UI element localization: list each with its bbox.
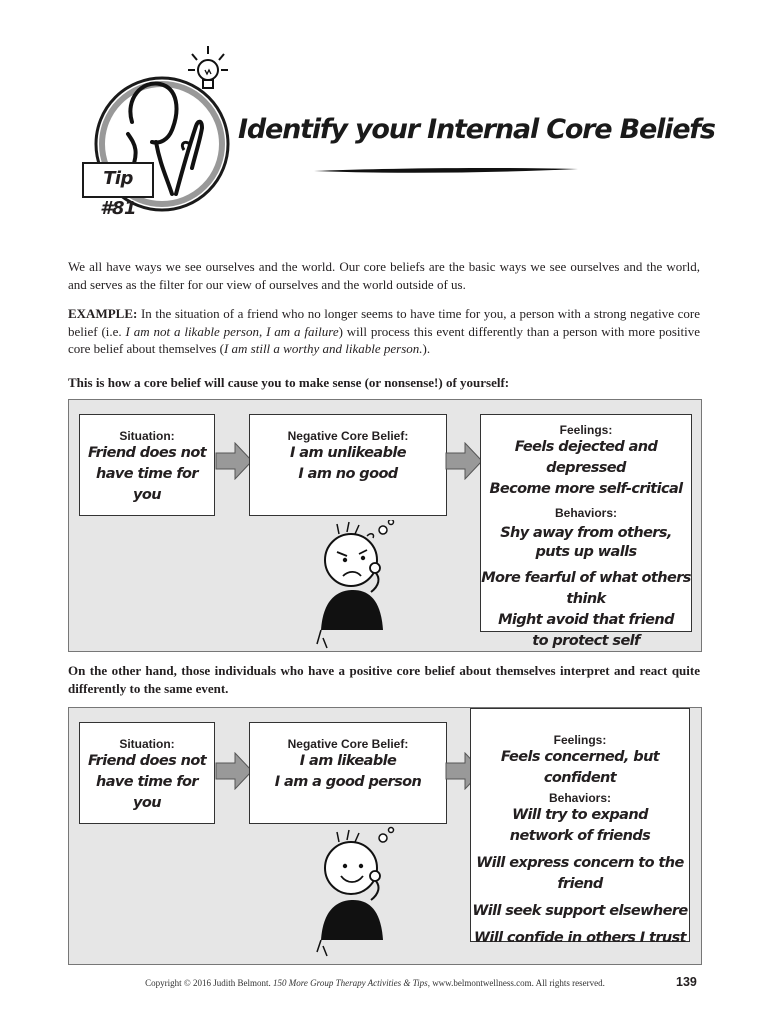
situation-box <box>79 414 215 516</box>
behaviors-line: to protect self <box>532 633 640 649</box>
copyright-footer <box>60 978 690 988</box>
footer-text: , www.belmontwellness.com. All rights reserved. <box>427 978 605 988</box>
example-italic: I am still a worthy and likable person. <box>223 341 423 356</box>
feelings-label: Feelings: <box>553 733 607 747</box>
positive-belief-panel <box>68 707 702 965</box>
example-text: ) will process this event differently than a person with more positive core belief about themselves ( <box>68 323 701 356</box>
arrow-icon <box>215 752 253 790</box>
example-italic: I am a failure <box>266 323 339 339</box>
title-underline <box>312 164 580 176</box>
core-belief-label: Negative Core Belief: <box>287 737 409 751</box>
situation-label: Situation: <box>119 737 175 751</box>
behaviors-line: Will seek support elsewhere <box>472 903 688 919</box>
behaviors-line: Will try to expand <box>512 807 648 823</box>
behaviors-line: Will express concern to the friend <box>476 855 684 892</box>
negative-belief-panel <box>68 399 702 652</box>
feelings-line: Feels dejected and depressed <box>514 439 658 476</box>
behaviors-line: Will confide in others I trust <box>473 930 686 946</box>
feelings-line: Feels concerned, but confident <box>500 749 660 786</box>
page-number: 139 <box>676 975 697 989</box>
core-belief-line: I am no good <box>298 466 398 482</box>
footer-book-title: 150 More Group Therapy Activities & Tips <box>273 978 428 988</box>
example-text: ). <box>422 341 431 356</box>
tip-label: Tip #81 <box>82 162 154 198</box>
intro-paragraph: We all have ways we see ourselves and the world. Our core beliefs are the basic ways we see ourselves and the world, and serves as the filter for our view of ourselves and the world outside of us. <box>68 259 700 292</box>
core-belief-line: I am likeable <box>299 753 397 769</box>
example-paragraph <box>68 305 700 358</box>
situation-line: Friend does not <box>87 445 207 461</box>
example-italic: I am not a likable person <box>125 323 259 339</box>
worried-character <box>309 520 419 650</box>
arrow-icon <box>215 442 253 480</box>
lead-text-positive: On the other hand, those individuals who have a positive core belief about themselves interpret and react quite differently to the same event. <box>68 663 700 696</box>
feelings-line: Become more self-critical <box>489 481 683 497</box>
situation-line: Friend does not <box>87 753 207 769</box>
core-belief-box <box>249 722 447 824</box>
behaviors-label: Behaviors: <box>548 791 612 805</box>
outcome-box <box>470 708 690 946</box>
situation-box <box>79 722 215 824</box>
situation-line: have time for you <box>96 774 198 811</box>
arrow-icon <box>445 442 483 480</box>
lead-text-negative: This is how a core belief will cause you to make sense (or nonsense!) of yourself: <box>68 375 510 390</box>
behaviors-line: network of friends <box>509 828 651 844</box>
behaviors-line: Shy away from others, <box>500 525 672 541</box>
example-label: EXAMPLE: <box>68 306 138 321</box>
happy-character <box>309 826 419 960</box>
behaviors-label: Behaviors: <box>554 506 618 520</box>
outcome-box <box>480 414 692 649</box>
core-belief-line: I am unlikeable <box>290 445 406 461</box>
situation-label: Situation: <box>119 429 175 443</box>
behaviors-line: More fearful of what others think <box>481 570 691 607</box>
lightbulb-icon <box>186 44 230 100</box>
core-belief-line: I am a good person <box>274 774 422 790</box>
situation-line: have time for you <box>96 466 198 503</box>
footer-text: Copyright © 2016 Judith Belmont. <box>145 978 274 988</box>
core-belief-box <box>249 414 447 516</box>
core-belief-label: Negative Core Belief: <box>287 429 409 443</box>
page-title: Identify your Internal Core Beliefs <box>238 114 715 145</box>
behaviors-line: puts up walls <box>535 544 637 560</box>
behaviors-line: Might avoid that friend <box>498 612 674 628</box>
feelings-label: Feelings: <box>559 423 613 437</box>
example-text: In the situation of a friend who no longer seems to have time for you, a person with a strong negative core belief (i.e. <box>68 306 700 339</box>
example-text: , <box>258 323 267 339</box>
